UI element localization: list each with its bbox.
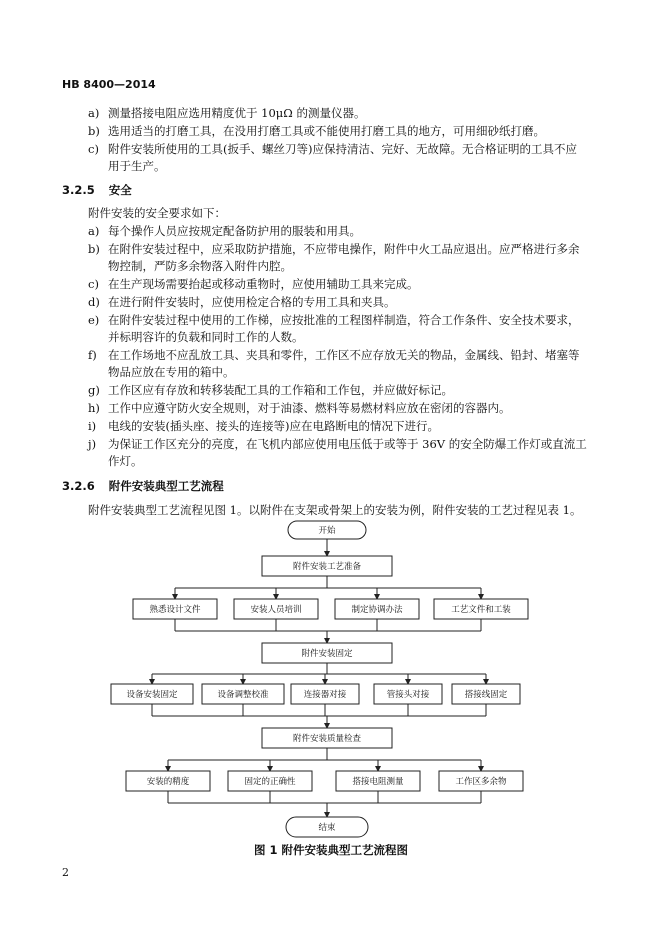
- flow-stage-fixing-label: 附件安装固定: [301, 649, 353, 659]
- flow-start-label: 开始: [318, 526, 336, 536]
- flow-box-training-label: 安装人员培训: [250, 605, 302, 615]
- safety-list-item-text: 为保证工作区充分的亮度，在飞机内部应使用电压低于或等于 36V 的安全防爆工作灯或直流工: [108, 437, 587, 451]
- tool-list-item-marker: a): [88, 106, 100, 120]
- flow-box-bonding-wire-label: 搭接线固定: [464, 690, 508, 700]
- section-3-2-5-heading: 3.2.5 安全: [62, 183, 132, 197]
- flow-end-label: 结束: [318, 823, 336, 833]
- safety-list-item-marker: j): [88, 437, 97, 451]
- flow-box-process-docs-label: 工艺文件和工装: [451, 605, 511, 615]
- safety-list-item-marker: a): [88, 224, 100, 238]
- tool-list-item-text: 附件安装所使用的工具(扳手、螺丝刀等)应保持清洁、完好、无故障。无合格证明的工具不应: [108, 142, 577, 156]
- safety-list-item-text: 工作中应遵守防火安全规则，对于油漆、燃料等易燃材料应放在密闭的容器内。: [108, 401, 511, 415]
- safety-list-item-text: 在附件安装过程中使用的工作梯，应按批准的工程图样制造，符合工作条件、安全技术要求，: [108, 313, 580, 327]
- page-number: 2: [62, 866, 69, 879]
- tool-list-item-text: 测量搭接电阻应选用精度优于 10μΩ 的测量仪器。: [108, 106, 366, 120]
- safety-list-item-marker: c): [88, 277, 99, 291]
- safety-list-item-marker: g): [88, 383, 100, 397]
- flow-box-correctness-label: 固定的正确性: [244, 777, 296, 787]
- safety-list-item-text: 工作区应有存放和转移装配工具的工作箱和工作包，并应做好标记。: [108, 383, 453, 397]
- flow-box-pipe-joint-label: 管接头对接: [386, 690, 430, 700]
- tool-list-item-text: 用于生产。: [108, 159, 166, 173]
- tool-list-item-marker: b): [88, 124, 100, 138]
- flow-intro: 附件安装典型工艺流程见图 1。以附件在支架或骨架上的安装为例，附件安装的工艺过程见表 1。: [88, 503, 582, 517]
- figure-caption: 图 1 附件安装典型工艺流程图: [253, 843, 408, 857]
- flow-box-equip-install-label: 设备安装固定: [126, 690, 178, 700]
- safety-list-item-text: 每个操作人员应按规定配备防护用的服装和用具。: [108, 224, 361, 238]
- safety-list-item-text: 并标明容许的负载和同时工作的人数。: [108, 330, 304, 344]
- safety-intro: 附件安装的安全要求如下：: [88, 206, 226, 220]
- tool-list-item-marker: c): [88, 142, 99, 156]
- safety-list-item-text: 物品应放在专用的箱中。: [108, 365, 235, 379]
- flow-box-coordination-label: 制定协调办法: [351, 605, 403, 615]
- document-header: HB 8400—2014: [62, 78, 156, 91]
- safety-list-item-marker: i): [88, 419, 97, 433]
- safety-list-item-text: 在工作场地不应乱放工具、夹具和零件，工作区不应存放无关的物品，金属线、铅封、堵塞等: [108, 348, 580, 362]
- safety-list-item-text: 在进行附件安装时，应使用检定合格的专用工具和夹具。: [108, 295, 396, 309]
- safety-list-item-text: 在附件安装过程中，应采取防护措施，不应带电操作，附件中火工品应退出。应严格进行多余: [108, 242, 580, 256]
- flow-box-accuracy-label: 安装的精度: [146, 777, 190, 787]
- safety-list-item-text: 在生产现场需要抬起或移动重物时，应使用辅助工具来完成。: [108, 277, 419, 291]
- safety-list-item-text: 电线的安装(插头座、接头的连接等)应在电路断电的情况下进行。: [108, 419, 439, 433]
- section-3-2-6-heading: 3.2.6 附件安装典型工艺流程: [62, 479, 224, 493]
- flow-box-resistance-label: 搭接电阻测量: [352, 777, 404, 787]
- safety-list-item-marker: e): [88, 313, 100, 327]
- flow-box-connector-mating-label: 连接器对接: [303, 690, 347, 700]
- safety-list-item-marker: f): [88, 348, 97, 362]
- flow-box-equip-calib-label: 设备调整校准: [217, 690, 269, 700]
- flow-stage-prep-label: 附件安装工艺准备: [292, 562, 362, 572]
- safety-list-item-marker: h): [88, 401, 100, 415]
- flow-box-design-docs-label: 熟悉设计文件: [149, 605, 201, 615]
- tool-list-item-text: 选用适当的打磨工具，在没用打磨工具或不能使用打磨工具的地方，可用细砂纸打磨。: [108, 124, 545, 138]
- safety-list-item-text: 物控制，严防多余物落入附件内腔。: [108, 259, 292, 273]
- flow-stage-inspection-label: 附件安装质量检查: [292, 734, 362, 744]
- safety-list-item-marker: d): [88, 295, 100, 309]
- safety-list-item-marker: b): [88, 242, 100, 256]
- flow-box-foreign-objects-label: 工作区多余物: [455, 777, 507, 787]
- safety-list-item-text: 作灯。: [108, 454, 143, 468]
